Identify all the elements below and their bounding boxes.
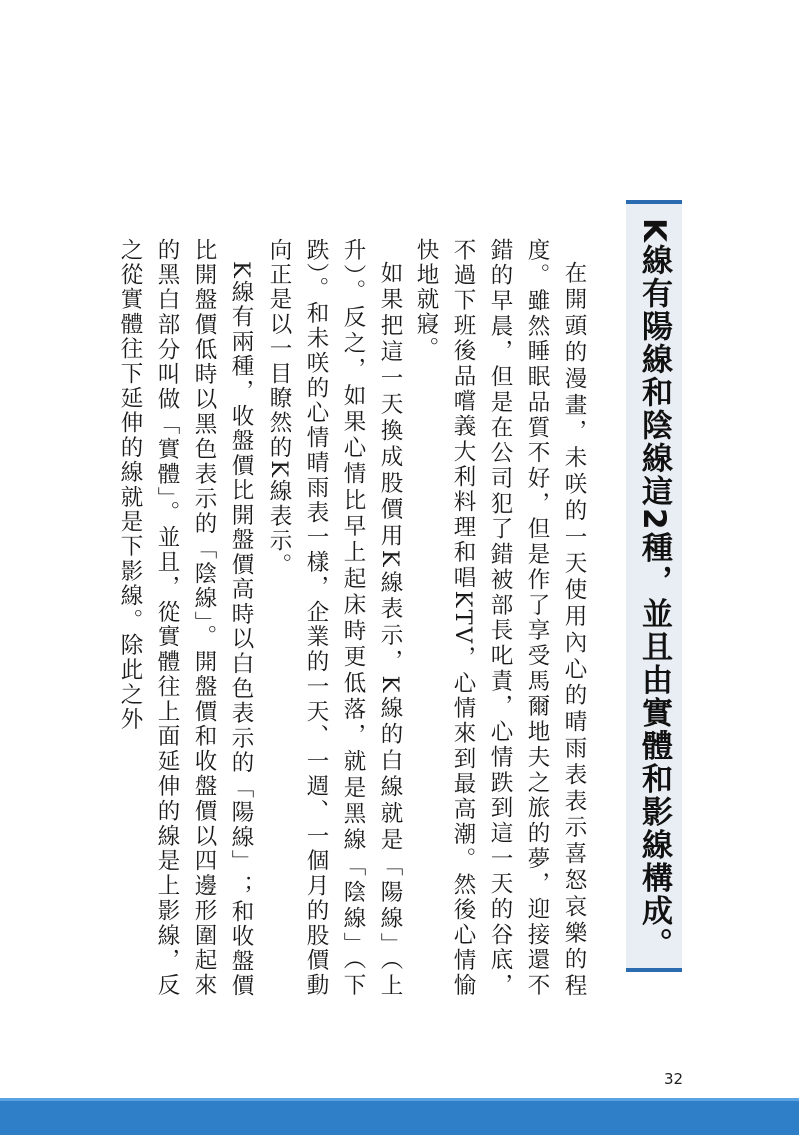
body-column-1 — [413, 238, 592, 998]
paragraph-2: 如果把這一天換成股價用K線表示，K線的白線就是「陽線」（上升）。反之，如果心情比早上起床時更低落，就是黑線「陰線」（下跌）。和未咲的心情晴雨表一樣，企業的一天、一週、一個月的股價動向正是以一目瞭然的K線表示。 — [266, 238, 403, 998]
paragraph-1: 在開頭的漫畫，未咲的一天使用內心的晴雨表表示喜怒哀樂的程度。雖然睡眠品質不好，但是作了享受馬爾地夫之旅的夢，迎接還不錯的早晨，但是在公司犯了錯被部長叱責，心情跌到這一天的谷底，不過下班後品嚐義大利料理和唱KTV，心情來到最高潮。然後心情愉快地就寢。 — [413, 238, 587, 998]
paragraph-3: K線有兩種，收盤價比開盤價高時以白色表示的「陽線」；和收盤價比開盤價低時以黑色表示的「陰線」。開盤價和收盤價以四邊形圍起來的黑白部分叫做「實體」。並且，從實體往上面延伸的線是上影線，反之從實體往下延伸的線就是下影線。除此之外 — [117, 238, 254, 998]
body-column-2 — [266, 238, 408, 998]
section-heading: K線有陽線和陰線這2種，並且由實體和影線構成。 — [636, 218, 672, 961]
footer-band — [0, 1098, 799, 1135]
page-number: 32 — [664, 1070, 684, 1088]
body-column-3 — [117, 238, 259, 998]
section-heading-box — [626, 200, 682, 972]
